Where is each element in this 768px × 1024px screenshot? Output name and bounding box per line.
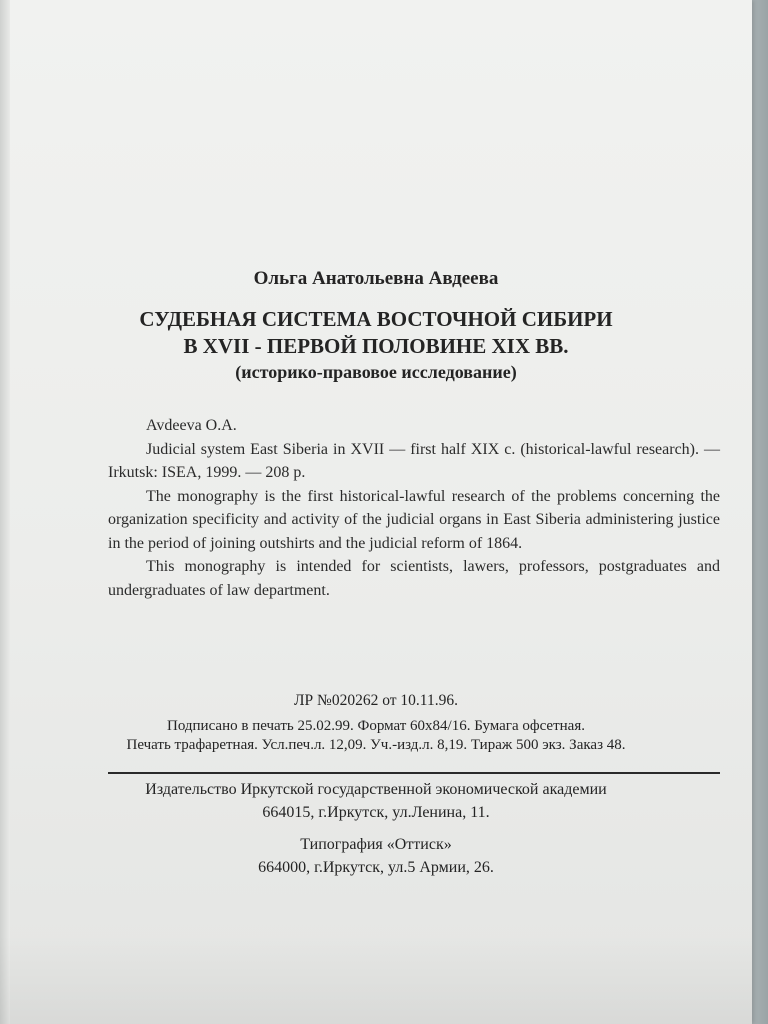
page-bottom-shadow (0, 934, 752, 1024)
title-line-1: СУДЕБНАЯ СИСТЕМА ВОСТОЧНОЙ СИБИРИ (139, 307, 613, 331)
abstract-author: Avdeeva O.A. (146, 417, 237, 434)
publisher-address: 664015, г.Иркутск, ул.Ленина, 11. (262, 804, 490, 821)
title-subtitle: (историко-правовое исследование) (235, 362, 517, 382)
printer-name: Типография «Оттиск» (300, 836, 452, 853)
license-number: ЛР №020262 от 10.11.96. (294, 692, 458, 709)
abstract-paragraph-2: This monography is intended for scientists, lawers, professors, postgraduates and undergraduates of law department. (108, 558, 720, 599)
author-name: Ольга Анатольевна Авдеева (253, 268, 499, 289)
english-abstract (108, 414, 720, 602)
title-line-2: В XVII - ПЕРВОЙ ПОЛОВИНЕ XIX ВВ. (183, 334, 569, 358)
divider-rule (108, 772, 720, 774)
imprint-line-1: Подписано в печать 25.02.99. Формат 60x84/16. Бумага офсетная. (167, 718, 585, 734)
abstract-citation: Judicial system East Siberia in XVII — first half XIX c. (historical-lawful research). — Irkutsk: ISEA, 1999. — 208 p. (108, 440, 720, 481)
abstract-paragraph-1: The monography is the first historical-lawful research of the problems concerning the organization specificity and activity of the judicial organs in East Siberia administering justice in the period of joining outshirts and the judicial reform of 1864. (108, 487, 720, 552)
imprint-line-2: Печать трафаретная. Усл.печ.л. 12,09. Уч.-изд.л. 8,19. Тираж 500 экз. Заказ 48. (126, 737, 626, 753)
printer-address: 664000, г.Иркутск, ул.5 Армии, 26. (258, 859, 494, 876)
publisher-name: Издательство Иркутской государственной экономической академии (145, 781, 607, 798)
